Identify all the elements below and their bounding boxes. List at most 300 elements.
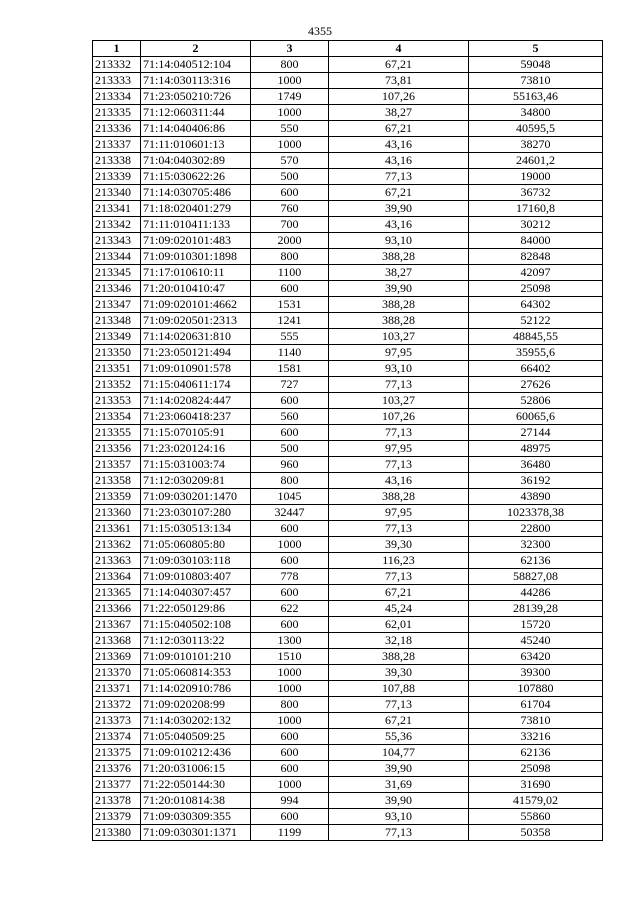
value-cell: 41579,02 (469, 793, 603, 809)
rate-cell: 103,27 (329, 393, 469, 409)
area-cell: 560 (251, 409, 329, 425)
rate-cell: 67,21 (329, 185, 469, 201)
row-number-cell: 213373 (93, 713, 141, 729)
value-cell: 1023378,38 (469, 505, 603, 521)
rate-cell: 388,28 (329, 489, 469, 505)
rate-cell: 388,28 (329, 649, 469, 665)
table-row (93, 425, 603, 441)
area-cell: 1300 (251, 633, 329, 649)
area-cell: 1000 (251, 777, 329, 793)
cadastral-number-cell: 71:20:031006:15 (141, 761, 251, 777)
value-cell: 19000 (469, 169, 603, 185)
row-number-cell: 213334 (93, 89, 141, 105)
area-cell: 500 (251, 169, 329, 185)
row-number-cell: 213379 (93, 809, 141, 825)
row-number-cell: 213344 (93, 249, 141, 265)
value-cell: 73810 (469, 713, 603, 729)
table-row (93, 233, 603, 249)
area-cell: 800 (251, 249, 329, 265)
table-row (93, 793, 603, 809)
area-cell: 500 (251, 441, 329, 457)
cadastral-number-cell: 71:09:030103:118 (141, 553, 251, 569)
value-cell: 15720 (469, 617, 603, 633)
cadastral-number-cell: 71:09:030201:1470 (141, 489, 251, 505)
value-cell: 28139,28 (469, 601, 603, 617)
row-number-cell: 213356 (93, 441, 141, 457)
area-cell: 1045 (251, 489, 329, 505)
value-cell: 62136 (469, 553, 603, 569)
rate-cell: 45,24 (329, 601, 469, 617)
value-cell: 36192 (469, 473, 603, 489)
area-cell: 1000 (251, 665, 329, 681)
cadastral-number-cell: 71:14:030113:316 (141, 73, 251, 89)
value-cell: 25098 (469, 281, 603, 297)
table-row (93, 121, 603, 137)
area-cell: 1199 (251, 825, 329, 841)
area-cell: 1000 (251, 137, 329, 153)
table-row (93, 169, 603, 185)
table-row (93, 521, 603, 537)
row-number-cell: 213345 (93, 265, 141, 281)
value-cell: 40595,5 (469, 121, 603, 137)
rate-cell: 93,10 (329, 361, 469, 377)
value-cell: 36480 (469, 457, 603, 473)
table-row (93, 585, 603, 601)
value-cell: 24601,2 (469, 153, 603, 169)
cadastral-number-cell: 71:23:050121:494 (141, 345, 251, 361)
row-number-cell: 213348 (93, 313, 141, 329)
row-number-cell: 213359 (93, 489, 141, 505)
row-number-cell: 213362 (93, 537, 141, 553)
row-number-cell: 213374 (93, 729, 141, 745)
row-number-cell: 213332 (93, 57, 141, 73)
table-row (93, 633, 603, 649)
area-cell: 600 (251, 745, 329, 761)
table-row (93, 89, 603, 105)
rate-cell: 39,90 (329, 281, 469, 297)
area-cell: 1000 (251, 713, 329, 729)
row-number-cell: 213341 (93, 201, 141, 217)
cadastral-number-cell: 71:04:040302:89 (141, 153, 251, 169)
table-row (93, 745, 603, 761)
area-cell: 1510 (251, 649, 329, 665)
cadastral-number-cell: 71:15:031003:74 (141, 457, 251, 473)
rate-cell: 39,90 (329, 761, 469, 777)
page-number: 4355 (308, 24, 332, 38)
table-row (93, 665, 603, 681)
rate-cell: 97,95 (329, 505, 469, 521)
rate-cell: 77,13 (329, 425, 469, 441)
rate-cell: 67,21 (329, 585, 469, 601)
column-header-2: 2 (141, 41, 251, 57)
area-cell: 32447 (251, 505, 329, 521)
table-row (93, 137, 603, 153)
cadastral-number-cell: 71:14:020631:810 (141, 329, 251, 345)
area-cell: 600 (251, 425, 329, 441)
table-row (93, 537, 603, 553)
row-number-cell: 213353 (93, 393, 141, 409)
rate-cell: 77,13 (329, 169, 469, 185)
cadastral-number-cell: 71:09:010212:436 (141, 745, 251, 761)
table-row (93, 777, 603, 793)
area-cell: 600 (251, 585, 329, 601)
row-number-cell: 213375 (93, 745, 141, 761)
area-cell: 1000 (251, 73, 329, 89)
table-row (93, 809, 603, 825)
cadastral-number-cell: 71:12:030113:22 (141, 633, 251, 649)
table-row (93, 697, 603, 713)
cadastral-number-cell: 71:05:040509:25 (141, 729, 251, 745)
cadastral-number-cell: 71:22:050129:86 (141, 601, 251, 617)
rate-cell: 43,16 (329, 473, 469, 489)
value-cell: 38270 (469, 137, 603, 153)
area-cell: 1000 (251, 537, 329, 553)
column-header-4: 4 (329, 41, 469, 57)
area-cell: 1140 (251, 345, 329, 361)
table-row (93, 473, 603, 489)
table-row (93, 761, 603, 777)
rate-cell: 32,18 (329, 633, 469, 649)
area-cell: 600 (251, 281, 329, 297)
rate-cell: 77,13 (329, 569, 469, 585)
rate-cell: 77,13 (329, 521, 469, 537)
cadastral-number-cell: 71:15:040502:108 (141, 617, 251, 633)
rate-cell: 104,77 (329, 745, 469, 761)
row-number-cell: 213343 (93, 233, 141, 249)
row-number-cell: 213380 (93, 825, 141, 841)
table-row (93, 729, 603, 745)
area-cell: 1581 (251, 361, 329, 377)
area-cell: 800 (251, 473, 329, 489)
row-number-cell: 213364 (93, 569, 141, 585)
cadastral-number-cell: 71:14:030705:486 (141, 185, 251, 201)
value-cell: 61704 (469, 697, 603, 713)
cadastral-number-cell: 71:23:030107:280 (141, 505, 251, 521)
cadastral-number-cell: 71:20:010410:47 (141, 281, 251, 297)
cadastral-number-cell: 71:09:020501:2313 (141, 313, 251, 329)
rate-cell: 43,16 (329, 217, 469, 233)
cadastral-number-cell: 71:14:040406:86 (141, 121, 251, 137)
cadastral-number-cell: 71:14:020824:447 (141, 393, 251, 409)
value-cell: 62136 (469, 745, 603, 761)
cadastral-number-cell: 71:15:030513:134 (141, 521, 251, 537)
header-row (93, 41, 603, 57)
row-number-cell: 213339 (93, 169, 141, 185)
value-cell: 52806 (469, 393, 603, 409)
value-cell: 55860 (469, 809, 603, 825)
rate-cell: 103,27 (329, 329, 469, 345)
cadastral-number-cell: 71:14:040307:457 (141, 585, 251, 601)
rate-cell: 43,16 (329, 153, 469, 169)
table-row (93, 409, 603, 425)
row-number-cell: 213366 (93, 601, 141, 617)
value-cell: 48975 (469, 441, 603, 457)
value-cell: 60065,6 (469, 409, 603, 425)
row-number-cell: 213367 (93, 617, 141, 633)
table-row (93, 265, 603, 281)
area-cell: 1000 (251, 681, 329, 697)
area-cell: 727 (251, 377, 329, 393)
rate-cell: 107,26 (329, 89, 469, 105)
row-number-cell: 213365 (93, 585, 141, 601)
value-cell: 27626 (469, 377, 603, 393)
rate-cell: 39,90 (329, 793, 469, 809)
cadastral-number-cell: 71:20:010814:38 (141, 793, 251, 809)
table-row (93, 73, 603, 89)
table-row (93, 201, 603, 217)
table-row (93, 297, 603, 313)
table-row (93, 105, 603, 121)
area-cell: 700 (251, 217, 329, 233)
value-cell: 107880 (469, 681, 603, 697)
table-row (93, 649, 603, 665)
cadastral-number-cell: 71:22:050144:30 (141, 777, 251, 793)
value-cell: 17160,8 (469, 201, 603, 217)
area-cell: 550 (251, 121, 329, 137)
area-cell: 1000 (251, 105, 329, 121)
value-cell: 44286 (469, 585, 603, 601)
cadastral-number-cell: 71:09:010901:578 (141, 361, 251, 377)
row-number-cell: 213337 (93, 137, 141, 153)
cadastral-number-cell: 71:09:020101:4662 (141, 297, 251, 313)
table-row (93, 569, 603, 585)
area-cell: 778 (251, 569, 329, 585)
row-number-cell: 213350 (93, 345, 141, 361)
area-cell: 570 (251, 153, 329, 169)
value-cell: 63420 (469, 649, 603, 665)
rate-cell: 77,13 (329, 825, 469, 841)
rate-cell: 93,10 (329, 233, 469, 249)
row-number-cell: 213358 (93, 473, 141, 489)
cadastral-number-cell: 71:09:020101:483 (141, 233, 251, 249)
row-number-cell: 213349 (93, 329, 141, 345)
rate-cell: 62,01 (329, 617, 469, 633)
rate-cell: 107,26 (329, 409, 469, 425)
value-cell: 50358 (469, 825, 603, 841)
rate-cell: 67,21 (329, 713, 469, 729)
rate-cell: 97,95 (329, 441, 469, 457)
value-cell: 55163,46 (469, 89, 603, 105)
row-number-cell: 213336 (93, 121, 141, 137)
cadastral-number-cell: 71:14:040512:104 (141, 57, 251, 73)
table-row (93, 393, 603, 409)
column-header-5: 5 (469, 41, 603, 57)
cadastral-number-cell: 71:09:030309:355 (141, 809, 251, 825)
table-row (93, 617, 603, 633)
table-row (93, 281, 603, 297)
rate-cell: 97,95 (329, 345, 469, 361)
table-row (93, 505, 603, 521)
row-number-cell: 213351 (93, 361, 141, 377)
area-cell: 1100 (251, 265, 329, 281)
value-cell: 58827,08 (469, 569, 603, 585)
cadastral-number-cell: 71:05:060805:80 (141, 537, 251, 553)
value-cell: 66402 (469, 361, 603, 377)
value-cell: 82848 (469, 249, 603, 265)
cadastral-number-cell: 71:23:020124:16 (141, 441, 251, 457)
row-number-cell: 213357 (93, 457, 141, 473)
value-cell: 32300 (469, 537, 603, 553)
table-row (93, 601, 603, 617)
area-cell: 960 (251, 457, 329, 473)
row-number-cell: 213354 (93, 409, 141, 425)
table-row (93, 553, 603, 569)
table-row (93, 441, 603, 457)
area-cell: 600 (251, 553, 329, 569)
table-row (93, 361, 603, 377)
area-cell: 1241 (251, 313, 329, 329)
value-cell: 35955,6 (469, 345, 603, 361)
rate-cell: 39,90 (329, 201, 469, 217)
row-number-cell: 213352 (93, 377, 141, 393)
area-cell: 760 (251, 201, 329, 217)
area-cell: 600 (251, 393, 329, 409)
row-number-cell: 213377 (93, 777, 141, 793)
cadastral-number-cell: 71:11:010411:133 (141, 217, 251, 233)
cadastral-number-cell: 71:15:040611:174 (141, 377, 251, 393)
area-cell: 600 (251, 617, 329, 633)
cadastral-number-cell: 71:17:010610:11 (141, 265, 251, 281)
area-cell: 600 (251, 761, 329, 777)
table-row (93, 713, 603, 729)
value-cell: 31690 (469, 777, 603, 793)
area-cell: 555 (251, 329, 329, 345)
table-row (93, 825, 603, 841)
row-number-cell: 213376 (93, 761, 141, 777)
cadastral-number-cell: 71:15:030622:26 (141, 169, 251, 185)
value-cell: 34800 (469, 105, 603, 121)
cadastral-number-cell: 71:09:010803:407 (141, 569, 251, 585)
row-number-cell: 213369 (93, 649, 141, 665)
row-number-cell: 213361 (93, 521, 141, 537)
row-number-cell: 213335 (93, 105, 141, 121)
cadastral-number-cell: 71:09:010301:1898 (141, 249, 251, 265)
value-cell: 52122 (469, 313, 603, 329)
value-cell: 33216 (469, 729, 603, 745)
cadastral-number-cell: 71:09:030301:1371 (141, 825, 251, 841)
table-row (93, 345, 603, 361)
rate-cell: 31,69 (329, 777, 469, 793)
cadastral-number-cell: 71:18:020401:279 (141, 201, 251, 217)
value-cell: 25098 (469, 761, 603, 777)
row-number-cell: 213338 (93, 153, 141, 169)
row-number-cell: 213371 (93, 681, 141, 697)
table-row (93, 185, 603, 201)
value-cell: 84000 (469, 233, 603, 249)
rate-cell: 107,88 (329, 681, 469, 697)
rate-cell: 39,30 (329, 665, 469, 681)
row-number-cell: 213346 (93, 281, 141, 297)
column-header-3: 3 (251, 41, 329, 57)
row-number-cell: 213333 (93, 73, 141, 89)
value-cell: 27144 (469, 425, 603, 441)
rate-cell: 388,28 (329, 313, 469, 329)
column-header-1: 1 (93, 41, 141, 57)
value-cell: 43890 (469, 489, 603, 505)
cadastral-number-cell: 71:09:010101:210 (141, 649, 251, 665)
area-cell: 600 (251, 521, 329, 537)
value-cell: 30212 (469, 217, 603, 233)
area-cell: 1749 (251, 89, 329, 105)
rate-cell: 388,28 (329, 249, 469, 265)
area-cell: 2000 (251, 233, 329, 249)
rate-cell: 67,21 (329, 57, 469, 73)
area-cell: 994 (251, 793, 329, 809)
rate-cell: 77,13 (329, 377, 469, 393)
row-number-cell: 213347 (93, 297, 141, 313)
area-cell: 600 (251, 809, 329, 825)
table-row (93, 249, 603, 265)
rate-cell: 43,16 (329, 137, 469, 153)
value-cell: 42097 (469, 265, 603, 281)
table-row (93, 681, 603, 697)
cadastral-number-cell: 71:15:070105:91 (141, 425, 251, 441)
area-cell: 622 (251, 601, 329, 617)
cadastral-number-cell: 71:14:020910:786 (141, 681, 251, 697)
rate-cell: 77,13 (329, 697, 469, 713)
value-cell: 36732 (469, 185, 603, 201)
table-row (93, 457, 603, 473)
table-row (93, 489, 603, 505)
cadastral-number-cell: 71:14:030202:132 (141, 713, 251, 729)
table-row (93, 57, 603, 73)
rate-cell: 77,13 (329, 457, 469, 473)
row-number-cell: 213378 (93, 793, 141, 809)
cadastral-number-cell: 71:23:060418:237 (141, 409, 251, 425)
value-cell: 39300 (469, 665, 603, 681)
area-cell: 600 (251, 185, 329, 201)
cadastral-number-cell: 71:05:060814:353 (141, 665, 251, 681)
rate-cell: 73,81 (329, 73, 469, 89)
table-row (93, 217, 603, 233)
rate-cell: 39,30 (329, 537, 469, 553)
rate-cell: 55,36 (329, 729, 469, 745)
registry-table (92, 40, 603, 841)
rate-cell: 388,28 (329, 297, 469, 313)
row-number-cell: 213360 (93, 505, 141, 521)
value-cell: 64302 (469, 297, 603, 313)
table-row (93, 153, 603, 169)
area-cell: 800 (251, 57, 329, 73)
value-cell: 48845,55 (469, 329, 603, 345)
value-cell: 73810 (469, 73, 603, 89)
row-number-cell: 213355 (93, 425, 141, 441)
table-row (93, 377, 603, 393)
rate-cell: 93,10 (329, 809, 469, 825)
cadastral-number-cell: 71:12:060311:44 (141, 105, 251, 121)
row-number-cell: 213363 (93, 553, 141, 569)
value-cell: 22800 (469, 521, 603, 537)
value-cell: 45240 (469, 633, 603, 649)
value-cell: 59048 (469, 57, 603, 73)
row-number-cell: 213372 (93, 697, 141, 713)
rate-cell: 67,21 (329, 121, 469, 137)
row-number-cell: 213368 (93, 633, 141, 649)
table-row (93, 329, 603, 345)
table-header (93, 41, 603, 57)
rate-cell: 116,23 (329, 553, 469, 569)
row-number-cell: 213370 (93, 665, 141, 681)
area-cell: 800 (251, 697, 329, 713)
cadastral-number-cell: 71:12:030209:81 (141, 473, 251, 489)
table-body (93, 57, 603, 841)
rate-cell: 38,27 (329, 265, 469, 281)
row-number-cell: 213342 (93, 217, 141, 233)
row-number-cell: 213340 (93, 185, 141, 201)
cadastral-number-cell: 71:11:010601:13 (141, 137, 251, 153)
cadastral-number-cell: 71:09:020208:99 (141, 697, 251, 713)
rate-cell: 38,27 (329, 105, 469, 121)
